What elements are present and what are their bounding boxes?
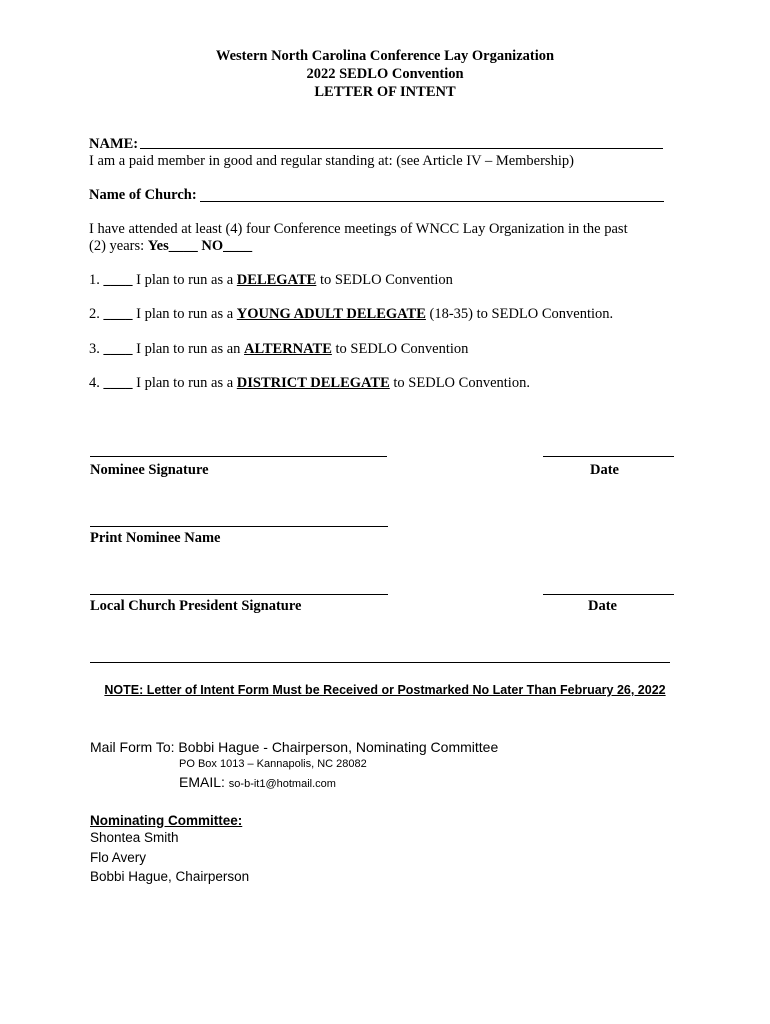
committee-member: Flo Avery (90, 850, 147, 865)
mail-address: PO Box 1013 – Kannapolis, NC 28082 (179, 758, 367, 770)
option-role: ALTERNATE (244, 341, 332, 357)
option-role: DELEGATE (236, 272, 317, 288)
option-3 (89, 341, 468, 358)
date-line-2[interactable] (543, 594, 674, 595)
option-blank[interactable]: ____ (103, 272, 133, 288)
years-prefix: (2) years: (89, 238, 148, 254)
president-signature-label: Local Church President Signature (90, 598, 302, 614)
option-blank[interactable]: ____ (103, 341, 133, 357)
email-row (179, 774, 336, 790)
option-4 (89, 375, 530, 392)
option-text: I plan to run as an (136, 341, 245, 357)
email-address[interactable]: so-b-it1@hotmail.com (228, 778, 336, 790)
print-nominee-label: Print Nominee Name (90, 530, 221, 546)
date-label-1: Date (590, 462, 619, 478)
option-1 (89, 272, 453, 289)
name-field-line[interactable] (140, 148, 663, 149)
yes-blank[interactable]: ____ (168, 238, 202, 254)
option-number: 2. (89, 306, 100, 322)
form-event-title: 2022 SEDLO Convention (306, 66, 464, 82)
church-label: Name of Church: (89, 187, 197, 203)
attendance-text: I have attended at least (4) four Conference meetings of WNCC Lay Organization in the past (89, 221, 628, 237)
option-text: (18-35) to SEDLO Convention. (425, 306, 614, 322)
president-signature-line[interactable] (90, 594, 388, 595)
committee-member: Bobbi Hague, Chairperson (90, 869, 250, 884)
option-blank[interactable]: ____ (103, 306, 133, 322)
option-text: to SEDLO Convention. (389, 375, 530, 391)
option-blank[interactable]: ____ (103, 375, 133, 391)
email-label: EMAIL: (179, 774, 225, 790)
yes-label: Yes (147, 238, 169, 254)
option-text: to SEDLO Convention (331, 341, 469, 357)
mail-to-line: Mail Form To: Bobbi Hague - Chairperson, Nominating Committee (90, 739, 499, 755)
no-label: NO (201, 238, 224, 254)
option-2 (89, 306, 613, 323)
date-label-2: Date (588, 598, 617, 614)
option-role: DISTRICT DELEGATE (236, 375, 390, 391)
print-nominee-line[interactable] (90, 526, 388, 527)
option-role: YOUNG ADULT DELEGATE (236, 306, 426, 322)
option-text: to SEDLO Convention (316, 272, 453, 288)
membership-text: I am a paid member in good and regular standing at: (see Article IV – Membership) (89, 153, 574, 169)
option-text: I plan to run as a (136, 306, 237, 322)
committee-member: Shontea Smith (90, 830, 179, 845)
years-row (89, 238, 252, 255)
date-line-1[interactable] (543, 456, 674, 457)
nominee-signature-label: Nominee Signature (90, 462, 209, 478)
form-org-title: Western North Carolina Conference Lay Organization (215, 48, 555, 64)
deadline-note: NOTE: Letter of Intent Form Must be Received or Postmarked No Later Than February 26, 2022 (104, 683, 666, 697)
option-number: 4. (89, 375, 100, 391)
form-doc-title: LETTER OF INTENT (314, 84, 456, 100)
option-text: I plan to run as a (136, 272, 237, 288)
nominee-signature-line[interactable] (90, 456, 387, 457)
divider-line (90, 662, 670, 663)
church-field-line[interactable] (200, 201, 664, 202)
committee-heading: Nominating Committee: (90, 813, 243, 828)
no-blank[interactable]: ____ (223, 238, 253, 254)
name-label: NAME: (89, 136, 139, 152)
option-number: 1. (89, 272, 100, 288)
option-text: I plan to run as a (136, 375, 237, 391)
option-number: 3. (89, 341, 100, 357)
